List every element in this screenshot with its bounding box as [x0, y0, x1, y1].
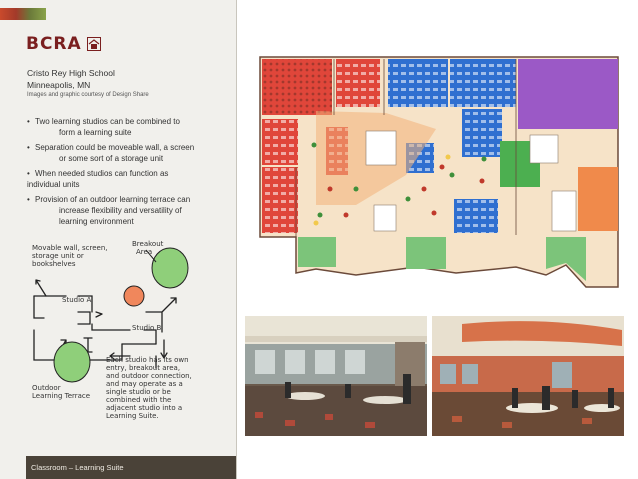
project-name: Cristo Rey High School — [27, 68, 115, 78]
bullet-text: learning environment — [59, 217, 134, 226]
learning-suite-diagram — [26, 240, 234, 440]
label-studio-a: Studio A — [62, 296, 92, 304]
bullet-text: form a learning suite — [59, 128, 132, 137]
logo-text: BCRA — [26, 34, 82, 54]
bcra-logo — [26, 34, 101, 54]
bullet-text: or some sort of a storage unit — [59, 154, 164, 163]
photo-learning-suite-1 — [245, 316, 427, 436]
photo-learning-suite-2 — [432, 316, 624, 436]
label-outdoor-terrace: Outdoor Learning Terrace — [32, 384, 91, 400]
bullet-text: Two learning studios can be combined to — [35, 117, 180, 126]
bullet-list — [27, 116, 227, 231]
bullet-text: Separation could be moveable wall, a screen — [35, 143, 195, 152]
floor-plan — [256, 55, 624, 295]
image-credit: Images and graphic courtesy of Design Share — [27, 92, 149, 98]
label-breakout-area: Breakout Area — [132, 240, 164, 256]
bullet-item — [27, 142, 227, 164]
bullet-item — [27, 168, 227, 190]
top-color-strip — [0, 8, 46, 20]
footer-caption: Classroom – Learning Suite — [31, 463, 124, 472]
bullet-text: When needed studios can function as — [35, 169, 169, 178]
bullet-item — [27, 194, 227, 227]
breakout-circle-a — [124, 286, 144, 306]
bullet-item — [27, 116, 227, 138]
interior-photo-right — [432, 316, 624, 436]
outdoor-terrace-shape — [54, 342, 90, 382]
project-location: Minneapolis, MN — [27, 80, 91, 90]
floor-plan-drawing — [256, 55, 624, 295]
interior-photo-left — [245, 316, 427, 436]
label-studio-note: Each studio has its own entry, breakout area, and outdoor connection, and may operate as a single studio or be combined with the adjacent studio into a Learning Suite. — [106, 356, 192, 420]
bullet-text: increase flexibility and versatility of — [59, 206, 182, 215]
panel-divider — [236, 0, 237, 479]
label-movable-wall: Movable wall, screen, storage unit or bookshelves — [32, 244, 108, 268]
bullet-text: Provision of an outdoor learning terrace can — [35, 195, 191, 204]
house-icon — [87, 37, 101, 51]
bullet-text: individual units — [27, 180, 80, 189]
project-info — [27, 67, 115, 91]
label-studio-b: Studio B — [132, 324, 162, 332]
